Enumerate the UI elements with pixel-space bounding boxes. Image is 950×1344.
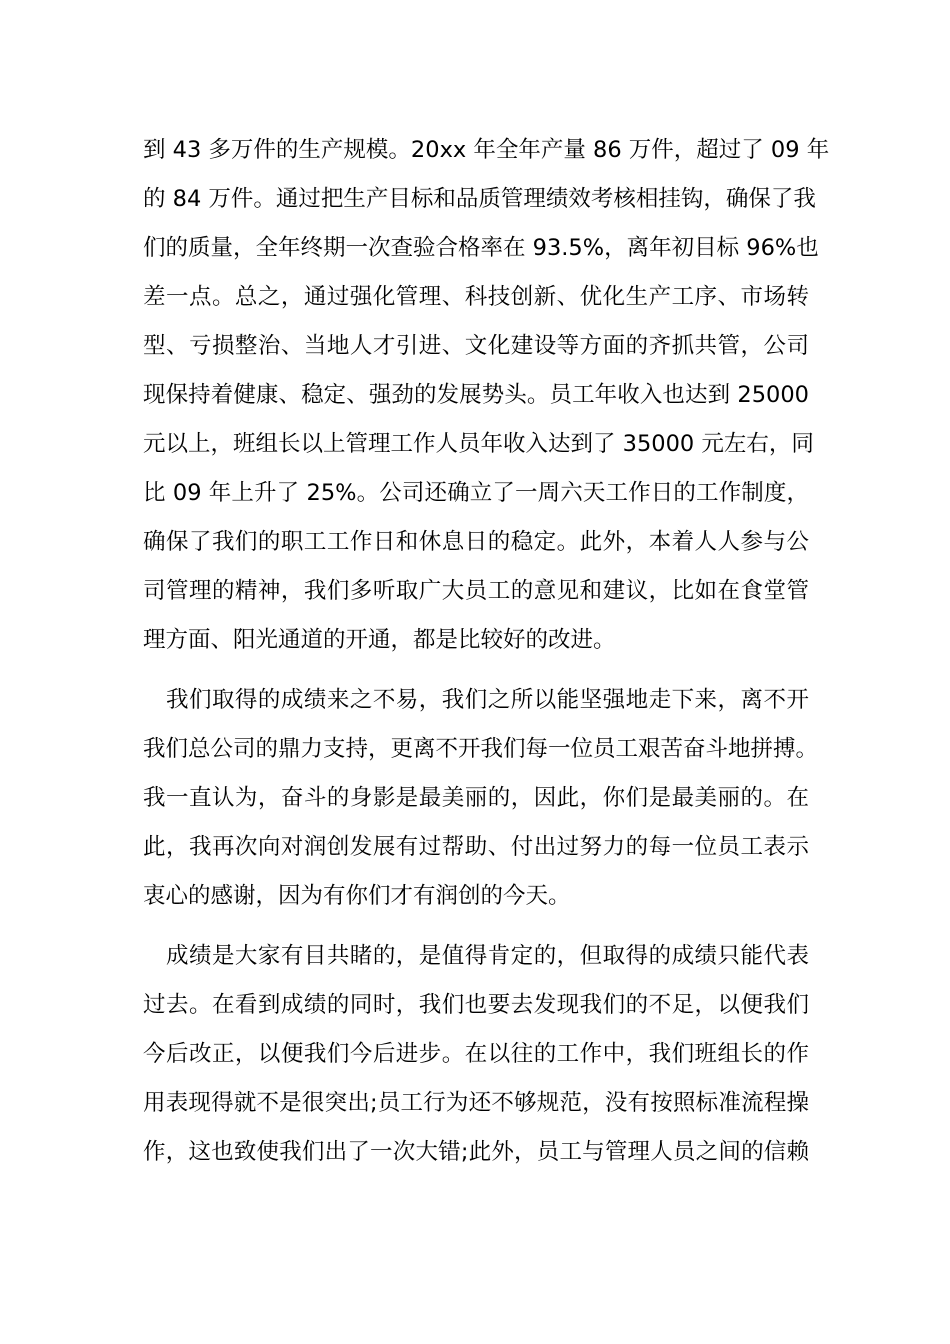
text-line: 到 43 多万件的生产规模。20xx 年全年产量 86 万件，超过了 09 年 [143,137,830,163]
text-line: 作，这也致使我们出了一次大错;此外，员工与管理人员之间的信赖 [143,1139,809,1165]
text-line: 比 09 年上升了 25%。公司还确立了一周六天工作日的工作制度， [143,480,809,506]
text-line: 理方面、阳光通道的开通，都是比较好的改进。 [143,627,616,653]
text-line: 我们总公司的鼎力支持，更离不开我们每一位员工艰苦奋斗地拼搏。 [143,736,819,762]
paragraph-2 [143,676,819,921]
text-line: 我一直认为，奋斗的身影是最美丽的，因此，你们是最美丽的。在 [143,785,809,811]
text-line: 此，我再次向对润创发展有过帮助、付出过努力的每一位员工表示 [143,834,809,860]
text-line: 差一点。总之，通过强化管理、科技创新、优化生产工序、市场转 [143,284,809,310]
text-line: 今后改正，以便我们今后进步。在以往的工作中，我们班组长的作 [143,1041,809,1067]
text-line: 现保持着健康、稳定、强劲的发展势头。员工年收入也达到 25000 [143,382,809,408]
text-line: 用表现得就不是很突出;员工行为还不够规范，没有按照标准流程操 [143,1090,809,1116]
paragraph-1 [143,126,830,665]
text-line: 们的质量，全年终期一次查验合格率在 93.5%，离年初目标 96%也 [143,235,819,261]
text-line: 我们取得的成绩来之不易，我们之所以能坚强地走下来，离不开 [143,687,809,713]
text-line: 成绩是大家有目共睹的，是值得肯定的，但取得的成绩只能代表 [143,943,809,969]
paragraph-3 [143,932,809,1177]
text-line: 确保了我们的职工工作日和休息日的稳定。此外，本着人人参与公 [143,529,809,555]
text-line: 的 84 万件。通过把生产目标和品质管理绩效考核相挂钩，确保了我 [143,186,816,212]
text-line: 衷心的感谢，因为有你们才有润创的今天。 [143,883,571,909]
text-line: 过去。在看到成绩的同时，我们也要去发现我们的不足，以便我们 [143,992,809,1018]
text-line: 司管理的精神，我们多听取广大员工的意见和建议，比如在食堂管 [143,578,809,604]
text-line: 型、亏损整治、当地人才引进、文化建设等方面的齐抓共管，公司 [143,333,809,359]
text-line: 元以上，班组长以上管理工作人员年收入达到了 35000 元左右，同 [143,431,814,457]
body-text [143,126,830,1188]
